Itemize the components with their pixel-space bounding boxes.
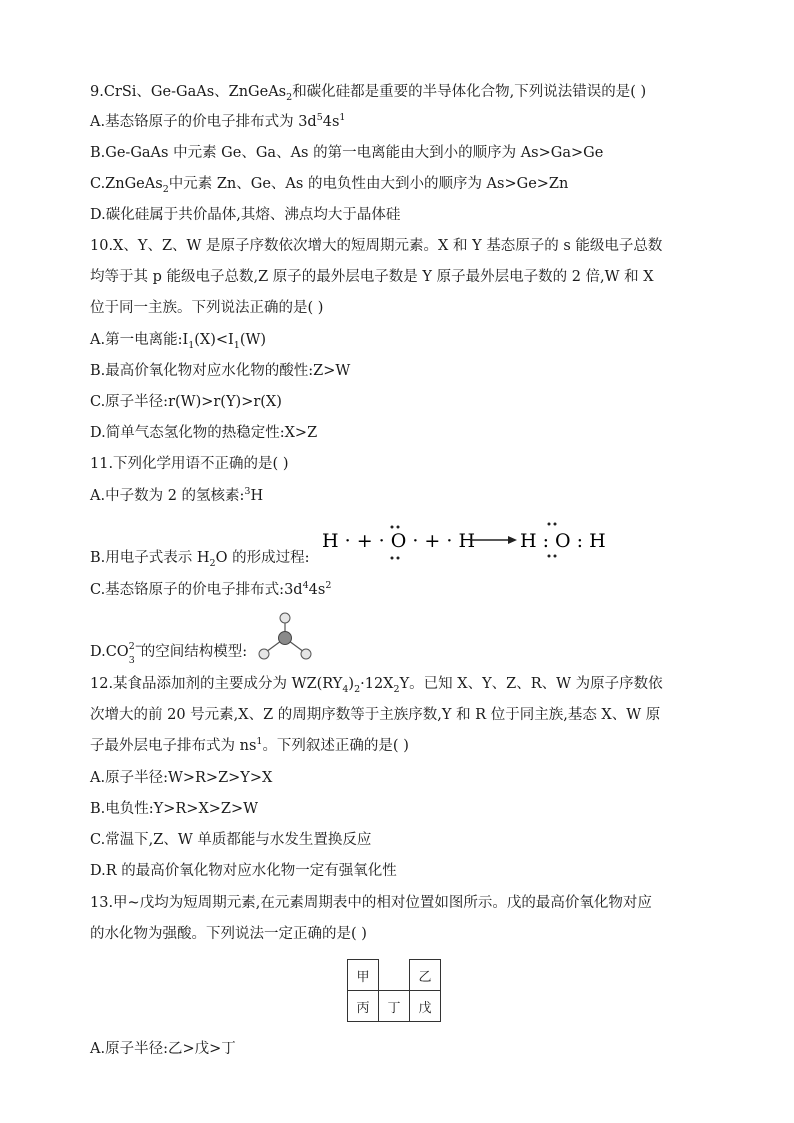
equation-product: H : O : H [520, 530, 606, 552]
q10-option-d: D.简单气态氢化物的热稳定性:X>Z [90, 425, 318, 441]
q12-option-d: D.R 的最高价氧化物对应水化物一定有强氧化性 [90, 863, 397, 879]
electron-formula-equation [320, 518, 606, 566]
q9-option-b: B.Ge-GaAs 中元素 Ge、Ga、As 的第一电离能由大到小的顺序为 As>Ga>Ge [90, 145, 604, 161]
q13-stem-line1: 13.甲~戊均为短周期元素,在元素周期表中的相对位置如图所示。戊的最高价氧化物对应 [90, 895, 652, 911]
q11-stem: 11.下列化学用语不正确的是( ) [90, 456, 289, 472]
table-cell: 丙 [348, 991, 379, 1022]
q10-option-a: A.第一电离能$:I_1(X)<I_1(W)$ [90, 332, 267, 351]
q9-stem: 9.CrSi、Ge-GaAs、ZnGeAs$_2$和碳化硅都是重要的半导体化合物,下列说法错误的是( ) [90, 84, 647, 103]
q9-option-a: A.基态铬原子的价电子排布式为 $3d^54s^1$ [90, 112, 346, 130]
q12-option-b: B.电负性:Y>R>X>Z>W [90, 801, 259, 817]
q12-stem-line1: 12.某食品添加剂的主要成分为 $WZ(RY_4)_2\cdot 12X_2Y$。已知 X、Y、Z、R、W 为原子序数依 [90, 676, 663, 695]
q11-option-c: C.基态铬原子的价电子排布式$:3d^44s^2$ [90, 580, 332, 598]
q10-stem-line3: 位于同一主族。下列说法正确的是( ) [90, 300, 324, 316]
q12-option-c: C.常温下,Z、W 单质都能与水发生置换反应 [90, 832, 372, 848]
q9-option-d: D.碳化硅属于共价晶体,其熔、沸点均大于晶体硅 [90, 207, 401, 223]
q11-option-d: D.CO 2− 3 的空间结构模型: [90, 641, 248, 666]
table-cell: 戊 [410, 991, 441, 1022]
q12-option-a: A.原子半径:W>R>Z>Y>X [90, 770, 273, 786]
q10-stem-line1: 10.X、Y、Z、W 是原子序数依次增大的短周期元素。X 和 Y 基态原子的 s 能级电子总数 [90, 238, 663, 254]
co3-structure-model [256, 610, 314, 662]
table-row [348, 991, 441, 1022]
q10-option-b: B.最高价氧化物对应水化物的酸性:Z>W [90, 363, 351, 379]
q10-option-c: C.原子半径:r(W)>r(Y)>r(X) [90, 394, 282, 410]
periodic-position-table [347, 959, 441, 1022]
q13-option-a: A.原子半径:乙>戊>丁 [90, 1041, 236, 1057]
table-cell: 丁 [379, 991, 410, 1022]
table-cell [379, 960, 410, 991]
table-cell: 乙 [410, 960, 441, 991]
q12-stem-line3: 子最外层电子排布式为 $ns^1$。下列叙述正确的是( ) [90, 736, 409, 754]
q11-option-a: A.中子数为 2 的氢核素:$^3$H [90, 486, 264, 504]
equation-reactants: H · + · O · + · H [322, 530, 476, 552]
q11-option-b: B.用电子式表示 $H_2O$ 的形成过程: [90, 550, 310, 569]
q10-stem-line2: 均等于其 p 能级电子总数,Z 原子的最外层电子数是 Y 原子最外层电子数的 2 倍,W 和 X [90, 269, 654, 285]
q13-stem-line2: 的水化物为强酸。下列说法一定正确的是( ) [90, 926, 367, 942]
q9-option-c: C.ZnGeAs$_2$中元素 Zn、Ge、As 的电负性由大到小的顺序为 As>Ge>Zn [90, 176, 569, 195]
table-cell: 甲 [348, 960, 379, 991]
q12-stem-line2: 次增大的前 20 号元素,X、Z 的周期序数等于主族序数,Y 和 R 位于同主族,基态 X、W 原 [90, 707, 661, 723]
table-row [348, 960, 441, 991]
